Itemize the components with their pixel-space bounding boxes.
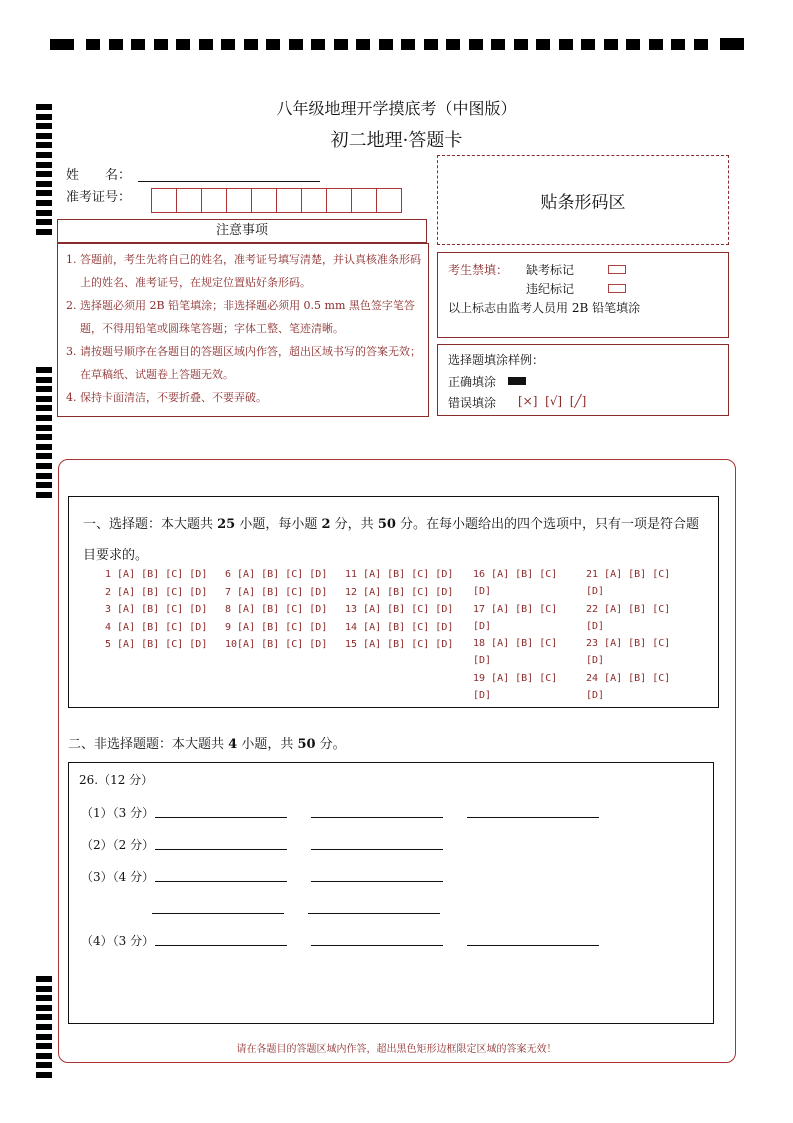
timing-mark xyxy=(401,39,415,50)
notice-item: 2. 选择题必须用 2B 铅笔填涂；非选择题必须用 0.5 mm 黑色签字笔答题，不得用铅笔或圆珠笔答题；字体工整、笔迹清晰。 xyxy=(66,299,415,335)
answer-option-row[interactable]: 6 [A] [B] [C] [D] xyxy=(225,569,328,580)
answer-option-row[interactable]: [D] xyxy=(473,689,492,701)
name-label: 姓 名： xyxy=(66,168,132,183)
timing-mark xyxy=(36,1005,52,1011)
timing-mark xyxy=(289,39,303,50)
timing-mark xyxy=(469,39,483,50)
timing-mark xyxy=(36,1034,52,1040)
notice-item: 3. 请按题号顺序在各题目的答题区域内作答，超出区域书写的答案无效；在草稿纸、试题卷上答题无效。 xyxy=(66,345,421,381)
timing-mark xyxy=(36,181,52,187)
answer-option-row[interactable]: 2 [A] [B] [C] [D] xyxy=(105,586,208,598)
answer-line[interactable] xyxy=(155,817,287,818)
answer-option-row[interactable]: 7 [A] [B] [C] [D] xyxy=(225,586,328,598)
timing-mark xyxy=(604,39,618,50)
q26-part-3: （3）（4 分） xyxy=(81,870,155,884)
timing-mark xyxy=(36,986,52,992)
timing-mark xyxy=(649,39,663,50)
timing-mark xyxy=(36,200,52,206)
q26-part-1: （1）（3 分） xyxy=(81,806,155,820)
answer-line[interactable] xyxy=(155,945,287,946)
timing-mark xyxy=(199,39,213,50)
forbidden-box xyxy=(437,252,729,338)
timing-mark xyxy=(86,39,100,50)
timing-mark xyxy=(36,425,52,431)
name-field[interactable] xyxy=(138,166,320,182)
timing-mark xyxy=(36,482,52,488)
answer-option-row[interactable]: 1 [A] [B] [C] [D] xyxy=(105,569,208,580)
answer-option-row[interactable]: [D] xyxy=(473,620,492,632)
answer-option-row[interactable]: [D] xyxy=(586,655,605,666)
timing-mark xyxy=(536,39,550,50)
exam-id-boxes[interactable] xyxy=(151,188,401,213)
wrong-mark-check: [√] xyxy=(545,394,563,408)
notice-item: 4. 保持卡面清洁，不要折叠、不要弄破。 xyxy=(66,391,267,404)
answer-option-row[interactable]: 16 [A] [B] [C] xyxy=(473,569,558,580)
wrong-fill-samples xyxy=(518,394,586,408)
answer-option-row[interactable]: 15 [A] [B] [C] [D] xyxy=(345,639,454,650)
answer-option-row[interactable]: 14 [A] [B] [C] [D] xyxy=(345,621,454,633)
timing-mark xyxy=(36,171,52,177)
exam-subtitle: 初二地理·答题卡 xyxy=(330,130,463,151)
correct-fill-sample xyxy=(508,377,526,385)
footer-warning: 请在各题目的答题区域内作答，超出黑色矩形边框限定区域的答案无效！ xyxy=(236,1044,557,1055)
timing-mark xyxy=(154,39,168,50)
timing-mark xyxy=(36,434,52,440)
timing-mark xyxy=(36,162,52,168)
timing-mark xyxy=(514,39,528,50)
answer-option-row[interactable]: [D] xyxy=(586,620,605,632)
timing-mark xyxy=(36,377,52,383)
q26-title: 26.（12 分） xyxy=(79,773,154,787)
answer-line[interactable] xyxy=(311,817,443,818)
timing-mark xyxy=(311,39,325,50)
section2-heading: 二、非选择题题：本大题共 4 小题，共 50 分。 xyxy=(68,737,346,752)
answer-option-row[interactable]: 22 [A] [B] [C] xyxy=(586,603,671,615)
answer-option-row[interactable]: 8 [A] [B] [C] [D] xyxy=(225,604,328,615)
answer-option-row[interactable]: [D] xyxy=(586,689,605,701)
timing-mark xyxy=(50,39,74,50)
q26-part-4: （4）（3 分） xyxy=(81,934,155,948)
answer-line[interactable] xyxy=(311,881,443,882)
correct-fill-label: 正确填涂 xyxy=(448,375,497,389)
timing-mark xyxy=(36,1024,52,1030)
timing-mark xyxy=(221,39,235,50)
answer-option-row[interactable]: 10[A] [B] [C] [D] xyxy=(225,639,328,650)
timing-mark xyxy=(36,444,52,450)
answer-option-row[interactable]: 11 [A] [B] [C] [D] xyxy=(345,569,454,580)
absent-mark[interactable] xyxy=(608,265,626,274)
multiple-choice-box xyxy=(68,496,719,708)
answer-line[interactable] xyxy=(155,849,287,850)
timing-mark xyxy=(36,453,52,459)
answer-option-row[interactable]: 21 [A] [B] [C] xyxy=(586,569,671,580)
answer-option-row[interactable]: 9 [A] [B] [C] [D] xyxy=(225,621,328,633)
timing-mark xyxy=(379,39,393,50)
absent-label: 缺考标记 xyxy=(526,263,575,277)
section1-heading: 一、选择题：本大题共 25 小题，每小题 2 分，共 50 分。在每小题给出的四个选项中，只有一项是符合题目要求的。 xyxy=(83,517,700,563)
timing-mark xyxy=(581,39,595,50)
timing-mark xyxy=(244,39,258,50)
timing-mark xyxy=(559,39,573,50)
timing-mark xyxy=(36,386,52,392)
timing-mark xyxy=(491,39,505,50)
timing-mark xyxy=(36,152,52,158)
timing-mark xyxy=(36,219,52,225)
timing-mark xyxy=(36,367,52,373)
notice-box xyxy=(57,243,429,417)
timing-mark xyxy=(109,39,123,50)
timing-mark xyxy=(36,463,52,469)
answer-line[interactable] xyxy=(467,945,599,946)
q26-part-2: （2）（2 分） xyxy=(81,838,155,852)
timing-mark xyxy=(36,405,52,411)
answer-option-row[interactable]: 18 [A] [B] [C] xyxy=(473,638,558,649)
timing-mark xyxy=(266,39,280,50)
answer-option-row[interactable]: 13 [A] [B] [C] [D] xyxy=(345,604,454,615)
timing-mark xyxy=(626,39,640,50)
notice-item: 1. 答题前，考生先将自己的姓名，准考证号填写清楚，并认真核准条形码上的姓名、准考证号，在规定位置贴好条形码。 xyxy=(66,253,421,289)
answer-line[interactable] xyxy=(308,913,440,914)
timing-mark xyxy=(720,38,744,50)
answer-line[interactable] xyxy=(155,881,287,882)
timing-mark xyxy=(356,39,370,50)
timing-mark xyxy=(36,1062,52,1068)
answer-option-row[interactable]: 17 [A] [B] [C] xyxy=(473,603,558,615)
answer-option-row[interactable]: [D] xyxy=(473,586,492,597)
timing-mark xyxy=(36,976,52,982)
violation-mark[interactable] xyxy=(608,284,626,293)
timing-mark xyxy=(36,396,52,402)
timing-mark xyxy=(176,39,190,50)
barcode-area: 贴条形码区 xyxy=(437,155,729,245)
timing-mark xyxy=(36,415,52,421)
exam-title: 八年级地理开学摸底考（中图版） xyxy=(276,99,517,118)
timing-mark xyxy=(36,1072,52,1078)
timing-mark xyxy=(424,39,438,50)
timing-mark xyxy=(36,210,52,216)
timing-mark xyxy=(36,1014,52,1020)
timing-mark xyxy=(694,39,708,50)
timing-mark xyxy=(446,39,460,50)
fill-example-box xyxy=(437,344,729,416)
answer-option-row[interactable]: 3 [A] [B] [C] [D] xyxy=(105,604,208,615)
violation-label: 违纪标记 xyxy=(526,282,575,296)
forbidden-label: 考生禁填： xyxy=(448,263,509,277)
timing-mark xyxy=(36,229,52,235)
answer-option-row[interactable]: 23 [A] [B] [C] xyxy=(586,638,671,649)
answer-option-row[interactable]: 4 [A] [B] [C] [D] xyxy=(105,621,208,633)
timing-mark xyxy=(36,473,52,479)
answer-option-row[interactable]: 5 [A] [B] [C] [D] xyxy=(105,639,208,650)
wrong-fill-label: 错误填涂 xyxy=(448,396,497,410)
answer-option-row[interactable]: [D] xyxy=(586,586,605,597)
timing-mark xyxy=(334,39,348,50)
wrong-mark-slash: [╱] xyxy=(569,394,587,408)
forbidden-note: 以上标志由监考人员用 2B 铅笔填涂 xyxy=(448,301,641,315)
answer-option-row[interactable]: 12 [A] [B] [C] [D] xyxy=(345,586,454,598)
wrong-mark-x: [×] xyxy=(518,394,538,408)
timing-mark xyxy=(671,39,685,50)
answer-option-row[interactable]: 19 [A] [B] [C] xyxy=(473,672,558,684)
answer-option-row[interactable]: [D] xyxy=(473,655,492,666)
timing-mark xyxy=(131,39,145,50)
answer-line[interactable] xyxy=(152,913,284,914)
id-label: 准考证号： xyxy=(66,190,132,205)
timing-mark xyxy=(36,995,52,1001)
question-26-box xyxy=(68,762,714,1024)
timing-mark xyxy=(36,492,52,498)
answer-line[interactable] xyxy=(467,817,599,818)
answer-line[interactable] xyxy=(311,849,443,850)
answer-option-row[interactable]: 24 [A] [B] [C] xyxy=(586,672,671,684)
answer-line[interactable] xyxy=(311,945,443,946)
timing-mark xyxy=(36,190,52,196)
notice-title: 注意事项 xyxy=(57,219,427,243)
fill-example-title: 选择题填涂样例： xyxy=(448,353,545,367)
